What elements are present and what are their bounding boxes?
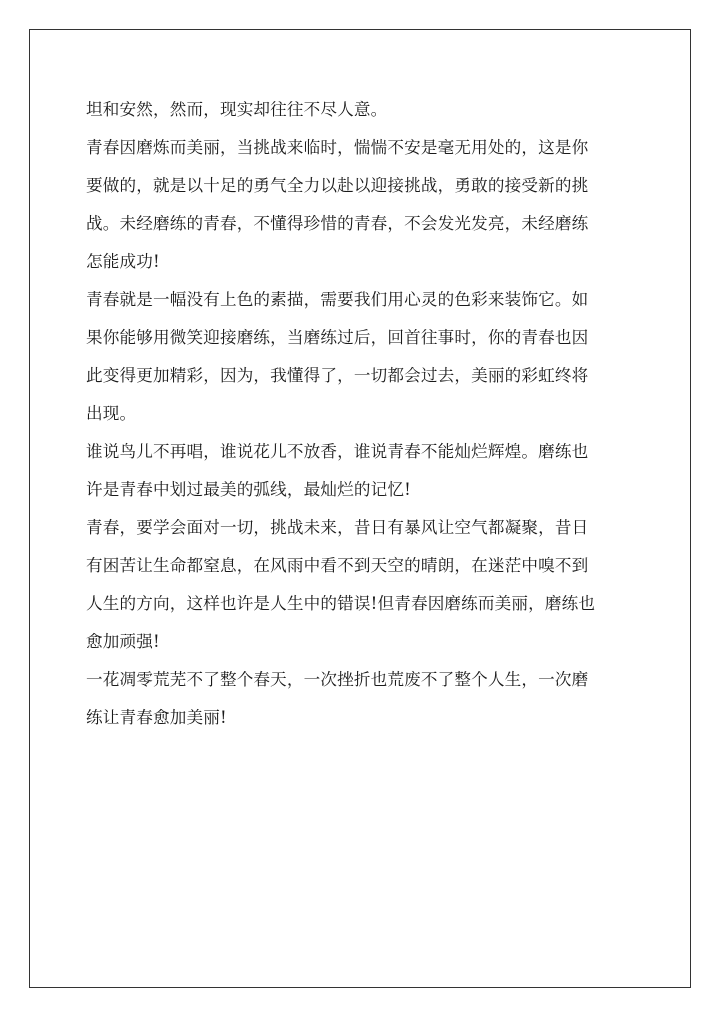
text-line: 许是青春中划过最美的弧线，最灿烂的记忆! (86, 480, 411, 499)
text-line: 有困苦让生命都窒息，在风雨中看不到天空的晴朗，在迷茫中嗅不到 (86, 556, 589, 575)
text-line: 一花凋零荒芜不了整个春天，一次挫折也荒废不了整个人生，一次磨 (86, 670, 589, 689)
text-line: 果你能够用微笑迎接磨练，当磨练过后，回首往事时，你的青春也因 (86, 328, 589, 347)
text-line: 要做的，就是以十足的勇气全力以赴以迎接挑战，勇敢的接受新的挑 (86, 176, 589, 195)
text-line: 练让青春愈加美丽! (86, 708, 227, 727)
text-line: 坦和安然，然而，现实却往往不尽人意。 (86, 100, 388, 119)
text-line: 人生的方向，这样也许是人生中的错误!但青春因磨练而美丽，磨练也 (86, 594, 596, 613)
document-body (86, 91, 634, 737)
text-line: 青春，要学会面对一切，挑战未来，昔日有暴风让空气都凝聚，昔日 (86, 518, 589, 537)
text-line: 谁说鸟儿不再唱，谁说花儿不放香，谁说青春不能灿烂辉煌。磨练也 (86, 442, 589, 461)
text-line: 青春因磨炼而美丽，当挑战来临时，惴惴不安是毫无用处的，这是你 (86, 138, 589, 157)
text-line: 出现。 (86, 404, 137, 423)
text-line: 愈加顽强! (86, 632, 160, 651)
text-line: 此变得更加精彩，因为，我懂得了，一切都会过去，美丽的彩虹终将 (86, 366, 589, 385)
text-line: 青春就是一幅没有上色的素描，需要我们用心灵的色彩来装饰它。如 (86, 290, 589, 309)
text-line: 战。未经磨练的青春，不懂得珍惜的青春，不会发光发亮，未经磨练 (86, 214, 589, 233)
text-line: 怎能成功! (86, 252, 160, 271)
